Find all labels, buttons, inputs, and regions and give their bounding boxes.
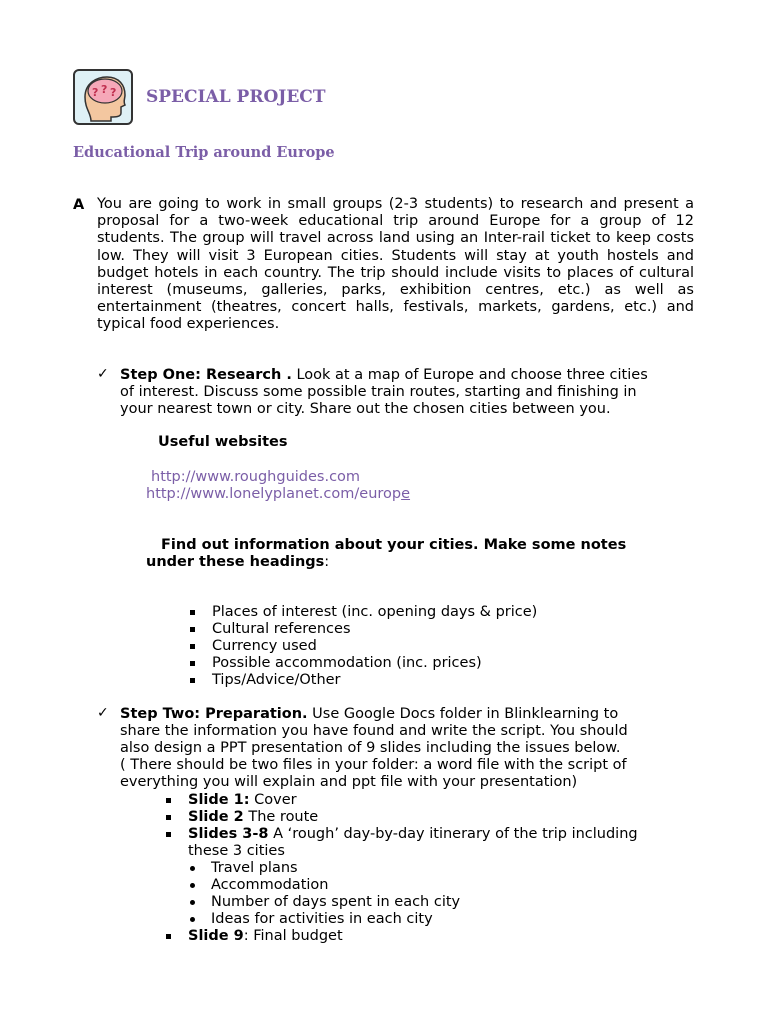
svg-text:?: ? xyxy=(101,83,108,96)
bullet-square-icon xyxy=(166,815,171,820)
list-item: Number of days spent in each city xyxy=(211,894,461,910)
svg-text:?: ? xyxy=(92,86,99,99)
section-a-paragraph: You are going to work in small groups (2-3 students) to research and present a proposal for a two-week educational trip around Europe for a group of 12 students. The group will travel across land using an Inter-rail ticket to keep costs low. They will visit 3 European cities. Students will stay at youth hostels and budget hotels in each country. The trip should include visits to places of cultural interest (museums, galleries, parks, exhibition centres, etc.) as well as entertainment (theatres, concert halls, festivals, markets, gardens, etc.) and typical food experiences. xyxy=(97,196,694,333)
step-two-heading: Step Two: Preparation. xyxy=(120,706,308,722)
bullet-dot-icon xyxy=(190,900,195,905)
slide-label: Slide 1: xyxy=(188,792,250,808)
slide-text: Cover xyxy=(249,792,297,808)
step-one-text: your nearest town or city. Share out the chosen cities between you. xyxy=(120,401,611,417)
link-lonelyplanet-end: e xyxy=(401,486,411,502)
step-two-text: share the information you have found and write the script. You should xyxy=(120,723,628,739)
bullet-square-icon xyxy=(166,798,171,803)
bullet-square-icon xyxy=(166,832,171,837)
slide-item xyxy=(188,792,297,809)
find-out-headings-label: under these headings xyxy=(146,554,325,570)
slide-item xyxy=(188,928,343,945)
slide-text: The route xyxy=(243,809,319,825)
find-out-colon: : xyxy=(324,554,330,570)
list-item: Cultural references xyxy=(212,621,351,637)
slide-item xyxy=(188,809,318,826)
list-item: Accommodation xyxy=(211,877,329,893)
step-two-text: ( There should be two files in your folder: a word file with the script of xyxy=(120,757,627,773)
bullet-square-icon xyxy=(190,627,195,632)
bullet-dot-icon xyxy=(190,883,195,888)
websites-heading: Useful websites xyxy=(158,434,288,450)
slide-text: A ‘rough’ day-by-day itinerary of the trip including xyxy=(268,826,638,842)
list-item: Ideas for activities in each city xyxy=(211,911,433,927)
list-item: Currency used xyxy=(212,638,317,654)
step-two-text: also design a PPT presentation of 9 slides including the issues below. xyxy=(120,740,621,756)
brain-icon xyxy=(73,69,133,125)
svg-text:?: ? xyxy=(110,86,117,99)
list-item: Travel plans xyxy=(211,860,298,876)
checkmark-icon: ✓ xyxy=(97,705,109,721)
slide-item-cont: these 3 cities xyxy=(188,843,285,859)
bullet-square-icon xyxy=(166,934,171,939)
bullet-square-icon xyxy=(190,610,195,615)
bullet-square-icon xyxy=(190,661,195,666)
step-two-text: everything you will explain and ppt file with your presentation) xyxy=(120,774,578,790)
section-marker: A xyxy=(73,197,85,213)
bullet-square-icon xyxy=(190,678,195,683)
link-roughguides[interactable]: http://www.roughguides.com xyxy=(151,469,361,485)
step-one-text: Look at a map of Europe and choose three cities xyxy=(291,367,648,383)
list-item: Tips/Advice/Other xyxy=(212,672,341,688)
step-one-heading: Step One: Research . xyxy=(120,367,292,383)
step-one-line xyxy=(120,367,648,384)
find-out-heading: Find out information about your cities. Make some notes xyxy=(161,537,627,553)
slide-label: Slide 9 xyxy=(188,928,244,944)
checkmark-icon: ✓ xyxy=(97,366,109,382)
brain-question-logo xyxy=(73,69,133,125)
step-two-text: Use Google Docs folder in Blinklearning to xyxy=(307,706,619,722)
slide-label: Slides 3-8 xyxy=(188,826,269,842)
bullet-dot-icon xyxy=(190,866,195,871)
slide-item xyxy=(188,826,638,843)
list-item: Possible accommodation (inc. prices) xyxy=(212,655,482,671)
link-lonelyplanet-text: http://www.lonelyplanet.com/europ xyxy=(146,486,402,502)
find-out-heading-cont xyxy=(146,554,329,571)
step-two-line xyxy=(120,706,618,723)
link-lonelyplanet[interactable] xyxy=(146,486,410,503)
bullet-square-icon xyxy=(190,644,195,649)
step-one-text: of interest. Discuss some possible train routes, starting and finishing in xyxy=(120,384,637,400)
slide-label: Slide 2 xyxy=(188,809,244,825)
list-item: Places of interest (inc. opening days & price) xyxy=(212,604,538,620)
page-title: SPECIAL PROJECT xyxy=(146,87,326,107)
bullet-dot-icon xyxy=(190,917,195,922)
page-subtitle: Educational Trip around Europe xyxy=(73,144,335,161)
slide-text: : Final budget xyxy=(243,928,343,944)
